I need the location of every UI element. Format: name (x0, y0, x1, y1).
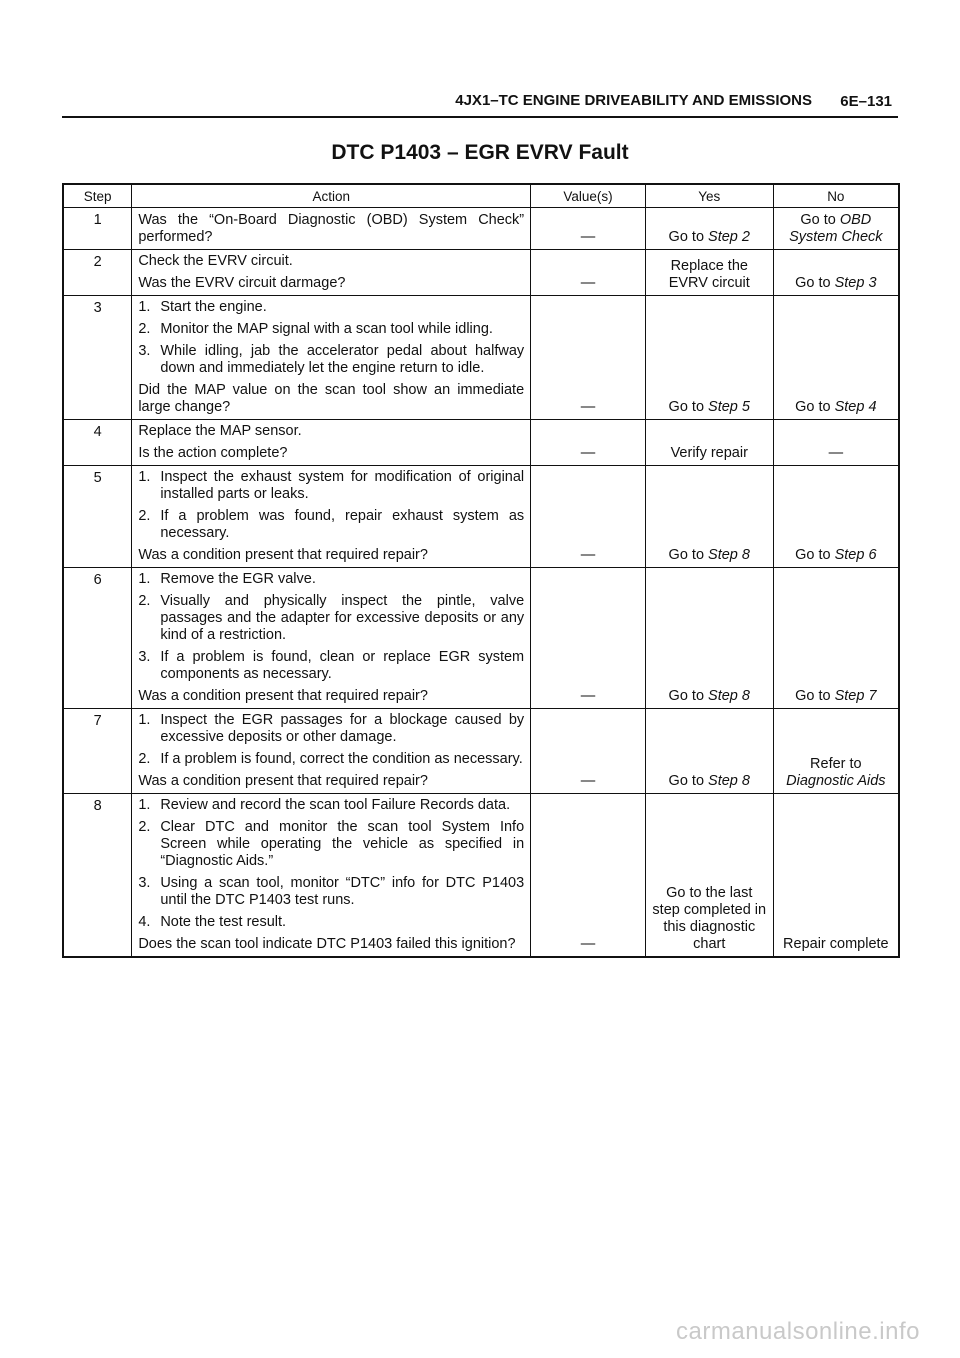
action-question: Was a condition present that required repair? (138, 547, 428, 563)
no-cell (773, 250, 899, 296)
no-step-ref: Step 4 (834, 399, 877, 415)
col-values: Value(s) (531, 184, 646, 208)
action-cell (132, 420, 531, 466)
action-question: Does the scan tool indicate DTC P1403 failed this ignition? (138, 936, 516, 952)
item-text: Start the engine. (160, 299, 267, 315)
item-number: 1. (138, 299, 151, 315)
action-item (138, 343, 524, 377)
item-text: Remove the EGR valve. (160, 571, 316, 587)
item-number: 1. (138, 797, 151, 813)
no-text: Go to (800, 212, 840, 228)
yes-text: Go to (668, 399, 709, 415)
yes-cell (645, 296, 773, 420)
value-cell: — (531, 568, 646, 709)
item-number: 3. (138, 343, 151, 359)
item-text: Review and record the scan tool Failure Records data. (160, 797, 511, 813)
action-question: Was a condition present that required repair? (138, 773, 428, 789)
item-number: 1. (138, 571, 151, 587)
yes-step-ref: Step 8 (708, 547, 750, 563)
yes-step-ref: Step 8 (708, 773, 750, 789)
item-text: Using a scan tool, monitor “DTC” info for DTC P1403 until the DTC P1403 test runs. (160, 875, 525, 908)
yes-text: Go to (668, 688, 709, 704)
no-text: Go to (795, 688, 835, 704)
no-text: Go to (795, 547, 835, 563)
action-item (138, 875, 524, 909)
no-cell (773, 568, 899, 709)
col-no: No (773, 184, 899, 208)
item-number: 3. (138, 649, 151, 665)
action-cell (132, 208, 531, 250)
col-step: Step (63, 184, 132, 208)
watermark: carmanualsonline.info (676, 1318, 920, 1345)
yes-cell (645, 794, 773, 958)
item-text: Clear DTC and monitor the scan tool System Info Screen while operating the vehicle as specified in “Diagnostic Aids.” (160, 819, 525, 869)
item-text: If a problem is found, clean or replace EGR system components as necessary. (160, 649, 525, 682)
no-cell (773, 466, 899, 568)
page-number: 6E–131 (840, 93, 892, 110)
action-item (138, 712, 524, 746)
value-cell: — (531, 250, 646, 296)
col-yes: Yes (645, 184, 773, 208)
table-row (63, 709, 899, 794)
yes-text: Go to the last step completed in this diagnostic chart (652, 885, 767, 952)
yes-cell (645, 208, 773, 250)
yes-text: Go to (668, 547, 709, 563)
yes-step-ref: Step 2 (708, 229, 750, 245)
yes-text: Go to (668, 229, 709, 245)
no-cell (773, 794, 899, 958)
action-item (138, 649, 524, 683)
yes-cell (645, 466, 773, 568)
step-number: 3 (63, 296, 132, 420)
value-cell: — (531, 794, 646, 958)
value-cell: — (531, 296, 646, 420)
action-item (138, 797, 524, 814)
no-text: Refer to (810, 756, 862, 772)
item-text: Inspect the EGR passages for a blockage caused by excessive deposits or other damage. (160, 712, 525, 745)
action-cell (132, 466, 531, 568)
step-number: 4 (63, 420, 132, 466)
table-header-row (63, 184, 899, 208)
yes-cell (645, 250, 773, 296)
item-number: 4. (138, 914, 151, 930)
no-cell (773, 208, 899, 250)
table-row (63, 296, 899, 420)
action-item (138, 914, 524, 931)
table-row (63, 208, 899, 250)
item-text: While idling, jab the accelerator pedal about halfway down and immediately let the engine return to idle. (160, 343, 525, 376)
no-cell (773, 709, 899, 794)
step-number: 8 (63, 794, 132, 958)
item-number: 2. (138, 321, 151, 337)
page-header (62, 88, 898, 118)
item-text: If a problem was found, repair exhaust system as necessary. (160, 508, 525, 541)
no-text: Repair complete (783, 936, 889, 952)
item-number: 2. (138, 819, 151, 835)
no-step-ref: Diagnostic Aids (786, 773, 886, 789)
no-cell (773, 296, 899, 420)
item-number: 2. (138, 751, 151, 767)
action-item (138, 321, 524, 338)
action-item (138, 253, 524, 270)
col-action: Action (132, 184, 531, 208)
action-question: Did the MAP value on the scan tool show an immediate large change? (138, 382, 525, 415)
page-title: DTC P1403 – EGR EVRV Fault (331, 141, 629, 164)
no-step-ref: Step 6 (834, 547, 877, 563)
action-cell (132, 568, 531, 709)
no-text: Go to (795, 399, 835, 415)
item-number: 3. (138, 875, 151, 891)
item-text: Inspect the exhaust system for modification of original installed parts or leaks. (160, 469, 525, 502)
value-cell: — (531, 208, 646, 250)
yes-step-ref: Step 8 (708, 688, 750, 704)
table-row (63, 250, 899, 296)
step-number: 7 (63, 709, 132, 794)
table-row (63, 420, 899, 466)
action-item (138, 423, 524, 440)
step-number: 1 (63, 208, 132, 250)
value-cell: — (531, 466, 646, 568)
item-text: Monitor the MAP signal with a scan tool while idling. (160, 321, 493, 337)
action-item (138, 571, 524, 588)
no-cell (773, 420, 899, 466)
step-number: 6 (63, 568, 132, 709)
action-item (138, 299, 524, 316)
action-cell (132, 709, 531, 794)
action-item (138, 593, 524, 644)
action-cell (132, 794, 531, 958)
action-cell (132, 250, 531, 296)
no-step-ref: Step 7 (834, 688, 877, 704)
action-item (138, 751, 524, 768)
table-row (63, 568, 899, 709)
item-text: If a problem is found, correct the condition as necessary. (160, 751, 523, 767)
value-cell: — (531, 420, 646, 466)
yes-cell (645, 709, 773, 794)
action-item (138, 819, 524, 870)
no-step-ref: OBD System Check (789, 212, 883, 245)
yes-step-ref: Step 5 (708, 399, 750, 415)
action-question: Is the action complete? (138, 445, 288, 461)
yes-text: Verify repair (670, 445, 748, 461)
action-question: Was a condition present that required repair? (138, 688, 428, 704)
item-text: Replace the MAP sensor. (138, 423, 302, 439)
yes-text: Replace the EVRV circuit (668, 258, 750, 291)
item-number: 2. (138, 593, 151, 609)
no-text: — (828, 445, 844, 461)
item-number: 1. (138, 712, 151, 728)
table-row (63, 794, 899, 958)
item-number: 1. (138, 469, 151, 485)
step-number: 5 (63, 466, 132, 568)
yes-cell (645, 420, 773, 466)
item-text: Check the EVRV circuit. (138, 253, 293, 269)
action-question: Was the EVRV circuit darmage? (138, 275, 346, 291)
action-item (138, 469, 524, 503)
no-text: Go to (795, 275, 835, 291)
yes-cell (645, 568, 773, 709)
item-number: 2. (138, 508, 151, 524)
item-text: Visually and physically inspect the pintle, valve passages and the adapter for excessive deposits or any kind of a restriction. (160, 593, 525, 643)
section-title: 4JX1–TC ENGINE DRIVEABILITY AND EMISSIONS (455, 92, 812, 109)
action-question: Was the “On-Board Diagnostic (OBD) System Check” performed? (138, 212, 525, 245)
action-cell (132, 296, 531, 420)
yes-text: Go to (668, 773, 709, 789)
no-step-ref: Step 3 (834, 275, 877, 291)
step-number: 2 (63, 250, 132, 296)
diagnostic-table (62, 183, 900, 958)
value-cell: — (531, 709, 646, 794)
table-row (63, 466, 899, 568)
item-text: Note the test result. (160, 914, 287, 930)
action-item (138, 508, 524, 542)
